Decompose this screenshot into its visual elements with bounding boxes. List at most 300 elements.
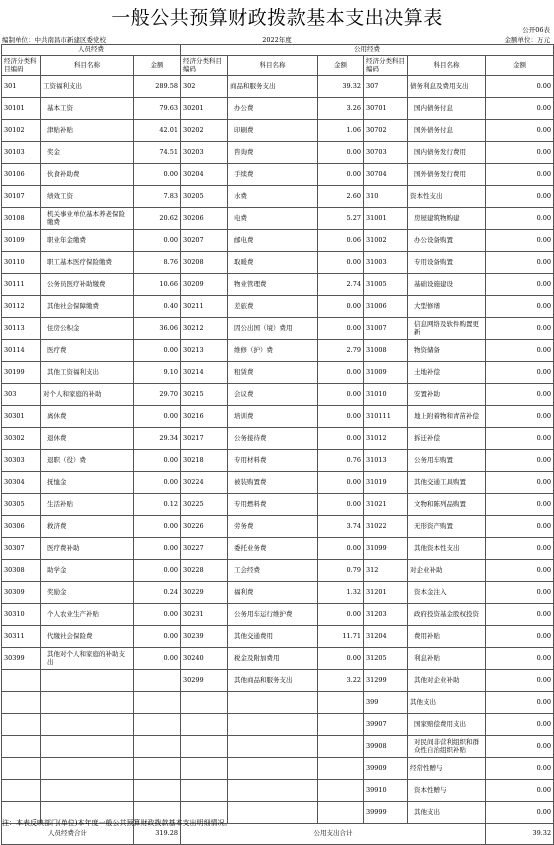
- public-name-cell: 维修（护）费: [228, 340, 318, 362]
- public-other-name-cell: 对民间非营利组织和群众性自治组织补贴: [408, 736, 486, 758]
- personnel-amount-cell: 8.76: [134, 252, 181, 274]
- public-amount-cell: 39.32: [318, 76, 364, 98]
- public-other-amount-cell: 0.00: [486, 736, 554, 758]
- public-amount-cell: 0.00: [318, 472, 364, 494]
- section-personnel: 人员经费: [2, 45, 181, 56]
- public-other-name-cell: 对企业补助: [408, 560, 486, 582]
- personnel-code-cell: 30112: [2, 296, 41, 318]
- table-row: [2, 230, 554, 252]
- public-other-amount-cell: 0.00: [486, 98, 554, 120]
- personnel-code-cell: 30303: [2, 450, 41, 472]
- public-other-code-cell: 310: [364, 186, 408, 208]
- personnel-code-cell: 30111: [2, 274, 41, 296]
- personnel-code-cell: 30103: [2, 142, 41, 164]
- personnel-code-cell: 301: [2, 76, 41, 98]
- personnel-code-cell: 30301: [2, 406, 41, 428]
- public-name-cell: [228, 780, 318, 802]
- public-code-cell: [181, 692, 228, 714]
- public-code-cell: 30208: [181, 252, 228, 274]
- personnel-code-cell: 30108: [2, 208, 41, 230]
- personnel-code-cell: [2, 692, 41, 714]
- personnel-name-cell: 个人农业生产补贴: [41, 604, 134, 626]
- table-row: [2, 384, 554, 406]
- public-code-cell: [181, 758, 228, 780]
- public-other-code-cell: 30701: [364, 98, 408, 120]
- personnel-name-cell: [41, 758, 134, 780]
- personnel-name-cell: 退职（役）费: [41, 450, 134, 472]
- personnel-amount-cell: 29.70: [134, 384, 181, 406]
- public-other-code-cell: 31010: [364, 384, 408, 406]
- public-code-cell: 30299: [181, 670, 228, 692]
- public-other-name-cell: 安置补助: [408, 384, 486, 406]
- public-other-name-cell: 经常性赠与: [408, 758, 486, 780]
- public-name-cell: 差旅费: [228, 296, 318, 318]
- public-amount-cell: 2.74: [318, 274, 364, 296]
- public-other-amount-cell: 0.00: [486, 362, 554, 384]
- public-code-cell: 30225: [181, 494, 228, 516]
- public-code-cell: 30211: [181, 296, 228, 318]
- personnel-amount-cell: [134, 714, 181, 736]
- personnel-code-cell: 30107: [2, 186, 41, 208]
- public-code-cell: [181, 780, 228, 802]
- public-name-cell: 手续费: [228, 164, 318, 186]
- table-row: [2, 450, 554, 472]
- personnel-code-cell: 30109: [2, 230, 41, 252]
- public-amount-cell: 3.74: [318, 516, 364, 538]
- header-code: 经济分类科目编码: [364, 56, 408, 76]
- public-other-code-cell: 312: [364, 560, 408, 582]
- personnel-name-cell: 奖金: [41, 142, 134, 164]
- public-other-amount-cell: 0.00: [486, 516, 554, 538]
- public-name-cell: 咨询费: [228, 142, 318, 164]
- personnel-amount-cell: [134, 780, 181, 802]
- personnel-code-cell: 30106: [2, 164, 41, 186]
- public-other-code-cell: 31203: [364, 604, 408, 626]
- public-code-cell: 30239: [181, 626, 228, 648]
- public-name-cell: 因公出国（境）费用: [228, 318, 318, 340]
- personnel-amount-cell: 20.62: [134, 208, 181, 230]
- public-code-cell: 30206: [181, 208, 228, 230]
- public-other-code-cell: 31003: [364, 252, 408, 274]
- public-other-code-cell: 31001: [364, 208, 408, 230]
- table-row: [2, 252, 554, 274]
- public-amount-cell: 0.00: [318, 648, 364, 670]
- personnel-amount-cell: 0.00: [134, 472, 181, 494]
- compiling-unit: 编制单位：中共南昌市新建区委党校: [2, 36, 106, 44]
- public-amount-cell: 0.00: [318, 164, 364, 186]
- personnel-amount-cell: [134, 692, 181, 714]
- public-amount-cell: 0.00: [318, 428, 364, 450]
- personnel-amount-cell: 0.00: [134, 406, 181, 428]
- personnel-amount-cell: 0.40: [134, 296, 181, 318]
- public-other-amount-cell: 0.00: [486, 120, 554, 142]
- table-row: [2, 494, 554, 516]
- public-other-amount-cell: 0.00: [486, 802, 554, 824]
- public-amount-cell: 0.00: [318, 142, 364, 164]
- public-other-code-cell: 31022: [364, 516, 408, 538]
- personnel-name-cell: 其他社会保障缴费: [41, 296, 134, 318]
- header-name: 科目名称: [228, 56, 318, 76]
- header-amount: 金额: [486, 56, 554, 76]
- table-row: [2, 670, 554, 692]
- public-other-amount-cell: 0.00: [486, 318, 554, 340]
- public-amount-cell: [318, 714, 364, 736]
- personnel-code-cell: 30311: [2, 626, 41, 648]
- personnel-amount-cell: 0.00: [134, 230, 181, 252]
- public-code-cell: 30214: [181, 362, 228, 384]
- personnel-code-cell: 30110: [2, 252, 41, 274]
- public-amount-cell: [318, 780, 364, 802]
- public-other-name-cell: 大型修缮: [408, 296, 486, 318]
- public-other-code-cell: 30702: [364, 120, 408, 142]
- public-name-cell: 被装购置费: [228, 472, 318, 494]
- personnel-name-cell: 医疗费: [41, 340, 134, 362]
- expenditure-table: [1, 44, 554, 845]
- personnel-amount-cell: 10.66: [134, 274, 181, 296]
- public-other-name-cell: 其他支出: [408, 802, 486, 824]
- public-other-code-cell: 39999: [364, 802, 408, 824]
- public-total-label: 公用支出合计: [181, 824, 486, 845]
- header-name: 科目名称: [408, 56, 486, 76]
- public-name-cell: [228, 736, 318, 758]
- public-code-cell: 30229: [181, 582, 228, 604]
- public-other-name-cell: 政府投资基金股权投资: [408, 604, 486, 626]
- page-title: 一般公共预算财政拨款基本支出决算表: [111, 7, 443, 29]
- public-amount-cell: 0.76: [318, 450, 364, 472]
- header-code: 经济分类科目编码: [181, 56, 228, 76]
- public-name-cell: 租赁费: [228, 362, 318, 384]
- public-other-code-cell: 31006: [364, 296, 408, 318]
- public-other-name-cell: 物资储备: [408, 340, 486, 362]
- public-amount-cell: 3.26: [318, 98, 364, 120]
- public-other-amount-cell: 0.00: [486, 208, 554, 230]
- public-other-amount-cell: 0.00: [486, 714, 554, 736]
- public-name-cell: 劳务费: [228, 516, 318, 538]
- public-other-name-cell: 费用补贴: [408, 626, 486, 648]
- public-other-amount-cell: 0.00: [486, 164, 554, 186]
- header-amount: 金额: [134, 56, 181, 76]
- public-other-code-cell: 31299: [364, 670, 408, 692]
- personnel-code-cell: 30306: [2, 516, 41, 538]
- public-name-cell: 邮电费: [228, 230, 318, 252]
- public-other-name-cell: 土地补偿: [408, 362, 486, 384]
- public-other-amount-cell: 0.00: [486, 780, 554, 802]
- personnel-amount-cell: 0.00: [134, 340, 181, 362]
- personnel-amount-cell: 0.00: [134, 626, 181, 648]
- personnel-code-cell: 30304: [2, 472, 41, 494]
- public-code-cell: 302: [181, 76, 228, 98]
- personnel-name-cell: 对个人和家庭的补助: [41, 384, 134, 406]
- public-other-code-cell: 399: [364, 692, 408, 714]
- personnel-name-cell: 工资福利支出: [41, 76, 134, 98]
- public-name-cell: 福利费: [228, 582, 318, 604]
- public-other-code-cell: 31008: [364, 340, 408, 362]
- public-other-amount-cell: 0.00: [486, 76, 554, 98]
- personnel-amount-cell: 7.83: [134, 186, 181, 208]
- personnel-code-cell: [2, 780, 41, 802]
- public-name-cell: 工会经费: [228, 560, 318, 582]
- public-name-cell: 办公费: [228, 98, 318, 120]
- public-other-code-cell: 39909: [364, 758, 408, 780]
- personnel-code-cell: 30101: [2, 98, 41, 120]
- public-code-cell: 30217: [181, 428, 228, 450]
- public-other-code-cell: 39910: [364, 780, 408, 802]
- public-other-amount-cell: 0.00: [486, 230, 554, 252]
- public-other-name-cell: 其他对企业补助: [408, 670, 486, 692]
- header-code: 经济分类科目编码: [2, 56, 41, 76]
- footnote: 注：本表反映部门(单位)本年度一般公共预算财政拨款基本支出明细情况。: [2, 819, 232, 827]
- public-other-code-cell: 31007: [364, 318, 408, 340]
- personnel-amount-cell: [134, 670, 181, 692]
- personnel-name-cell: 其他工资福利支出: [41, 362, 134, 384]
- public-other-name-cell: 资本金注入: [408, 582, 486, 604]
- public-other-amount-cell: 0.00: [486, 604, 554, 626]
- public-other-name-cell: 其他资本性支出: [408, 538, 486, 560]
- public-name-cell: 公务接待费: [228, 428, 318, 450]
- public-code-cell: 30201: [181, 98, 228, 120]
- table-row: [2, 604, 554, 626]
- personnel-name-cell: 津贴补贴: [41, 120, 134, 142]
- table-row: [2, 142, 554, 164]
- public-amount-cell: 0.79: [318, 560, 364, 582]
- personnel-code-cell: [2, 714, 41, 736]
- public-other-name-cell: 无形资产购置: [408, 516, 486, 538]
- public-name-cell: 公务用车运行维护费: [228, 604, 318, 626]
- table-row: [2, 582, 554, 604]
- public-other-amount-cell: 0.00: [486, 428, 554, 450]
- public-name-cell: [228, 692, 318, 714]
- public-other-amount-cell: 0.00: [486, 582, 554, 604]
- personnel-amount-cell: 42.01: [134, 120, 181, 142]
- personnel-name-cell: 基本工资: [41, 98, 134, 120]
- public-name-cell: 其他商品和服务支出: [228, 670, 318, 692]
- public-other-amount-cell: 0.00: [486, 274, 554, 296]
- public-other-amount-cell: 0.00: [486, 296, 554, 318]
- public-code-cell: 30231: [181, 604, 228, 626]
- public-other-amount-cell: 0.00: [486, 648, 554, 670]
- public-code-cell: 30207: [181, 230, 228, 252]
- public-code-cell: 30226: [181, 516, 228, 538]
- public-other-amount-cell: 0.00: [486, 340, 554, 362]
- public-amount-cell: 0.00: [318, 318, 364, 340]
- personnel-amount-cell: 0.00: [134, 164, 181, 186]
- personnel-code-cell: 30310: [2, 604, 41, 626]
- table-row: [2, 692, 554, 714]
- public-other-code-cell: 30704: [364, 164, 408, 186]
- public-code-cell: 30213: [181, 340, 228, 362]
- personnel-amount-cell: 289.58: [134, 76, 181, 98]
- public-other-code-cell: 31005: [364, 274, 408, 296]
- public-other-amount-cell: 0.00: [486, 186, 554, 208]
- public-code-cell: 30228: [181, 560, 228, 582]
- public-other-code-cell: 31205: [364, 648, 408, 670]
- personnel-code-cell: 30305: [2, 494, 41, 516]
- public-other-name-cell: 其他支出: [408, 692, 486, 714]
- personnel-amount-cell: 0.00: [134, 604, 181, 626]
- public-name-cell: 专用材料费: [228, 450, 318, 472]
- public-other-amount-cell: 0.00: [486, 472, 554, 494]
- public-code-cell: 30209: [181, 274, 228, 296]
- public-code-cell: 30202: [181, 120, 228, 142]
- personnel-name-cell: 救济费: [41, 516, 134, 538]
- public-other-code-cell: 31204: [364, 626, 408, 648]
- personnel-name-cell: 医疗费补助: [41, 538, 134, 560]
- public-other-name-cell: 办公设备购置: [408, 230, 486, 252]
- public-other-name-cell: 国内债务发行费用: [408, 142, 486, 164]
- table-row: [2, 648, 554, 670]
- personnel-name-cell: 公务员医疗补助缴费: [41, 274, 134, 296]
- public-name-cell: 培训费: [228, 406, 318, 428]
- public-name-cell: 取暖费: [228, 252, 318, 274]
- public-name-cell: 委托业务费: [228, 538, 318, 560]
- personnel-code-cell: [2, 670, 41, 692]
- personnel-code-cell: 30102: [2, 120, 41, 142]
- public-other-code-cell: 31013: [364, 450, 408, 472]
- table-row: [2, 164, 554, 186]
- personnel-code-cell: 30307: [2, 538, 41, 560]
- table-row: [2, 428, 554, 450]
- public-other-name-cell: 国外债务付息: [408, 120, 486, 142]
- personnel-code-cell: 303: [2, 384, 41, 406]
- public-amount-cell: 2.60: [318, 186, 364, 208]
- table-row: [2, 98, 554, 120]
- table-row: [2, 362, 554, 384]
- public-amount-cell: 0.00: [318, 538, 364, 560]
- public-other-name-cell: 其他交通工具购置: [408, 472, 486, 494]
- public-other-name-cell: 债务利息及费用支出: [408, 76, 486, 98]
- personnel-total-value: 319.28: [134, 824, 181, 845]
- public-other-name-cell: 国内债务付息: [408, 98, 486, 120]
- personnel-amount-cell: 0.00: [134, 538, 181, 560]
- public-other-amount-cell: 0.00: [486, 692, 554, 714]
- public-other-name-cell: 拆迁补偿: [408, 428, 486, 450]
- public-other-code-cell: 39908: [364, 736, 408, 758]
- table-row: [2, 318, 554, 340]
- public-other-name-cell: 信息网络及软件购置更新: [408, 318, 486, 340]
- personnel-name-cell: 绩效工资: [41, 186, 134, 208]
- public-other-code-cell: 39907: [364, 714, 408, 736]
- public-name-cell: 电费: [228, 208, 318, 230]
- personnel-name-cell: [41, 714, 134, 736]
- public-code-cell: 30227: [181, 538, 228, 560]
- personnel-amount-cell: 0.00: [134, 648, 181, 670]
- public-name-cell: 水费: [228, 186, 318, 208]
- personnel-name-cell: 奖励金: [41, 582, 134, 604]
- personnel-code-cell: [2, 736, 41, 758]
- table-row: [2, 736, 554, 758]
- public-amount-cell: 3.22: [318, 670, 364, 692]
- personnel-name-cell: 伙食补助费: [41, 164, 134, 186]
- table-row: [2, 714, 554, 736]
- public-other-amount-cell: 0.00: [486, 142, 554, 164]
- public-other-name-cell: 利息补贴: [408, 648, 486, 670]
- personnel-code-cell: 30302: [2, 428, 41, 450]
- personnel-code-cell: 30309: [2, 582, 41, 604]
- personnel-amount-cell: 9.10: [134, 362, 181, 384]
- public-code-cell: 30212: [181, 318, 228, 340]
- public-amount-cell: 1.32: [318, 582, 364, 604]
- public-other-code-cell: 31002: [364, 230, 408, 252]
- public-other-code-cell: 310111: [364, 406, 408, 428]
- personnel-name-cell: [41, 692, 134, 714]
- table-row: [2, 186, 554, 208]
- personnel-name-cell: [41, 736, 134, 758]
- personnel-name-cell: 机关事业单位基本养老保险缴费: [41, 208, 134, 230]
- public-other-code-cell: 31012: [364, 428, 408, 450]
- personnel-amount-cell: 0.24: [134, 582, 181, 604]
- header-name: 科目名称: [41, 56, 134, 76]
- table-row: [2, 208, 554, 230]
- public-other-amount-cell: 0.00: [486, 494, 554, 516]
- public-amount-cell: 0.00: [318, 362, 364, 384]
- public-amount-cell: [318, 692, 364, 714]
- personnel-name-cell: 助学金: [41, 560, 134, 582]
- public-amount-cell: [318, 758, 364, 780]
- public-name-cell: 专用燃料费: [228, 494, 318, 516]
- table-row: [2, 76, 554, 98]
- public-amount-cell: 0.00: [318, 252, 364, 274]
- personnel-amount-cell: 79.63: [134, 98, 181, 120]
- public-amount-cell: 0.00: [318, 406, 364, 428]
- table-row: [2, 274, 554, 296]
- personnel-amount-cell: [134, 758, 181, 780]
- personnel-name-cell: [41, 780, 134, 802]
- personnel-name-cell: 职业年金缴费: [41, 230, 134, 252]
- public-other-name-cell: 国家赔偿费用支出: [408, 714, 486, 736]
- personnel-code-cell: [2, 758, 41, 780]
- public-other-name-cell: 资本性支出: [408, 186, 486, 208]
- public-amount-cell: 0.00: [318, 384, 364, 406]
- personnel-amount-cell: 36.06: [134, 318, 181, 340]
- public-name-cell: 其他交通费用: [228, 626, 318, 648]
- personnel-amount-cell: 29.34: [134, 428, 181, 450]
- table-row: [2, 758, 554, 780]
- personnel-code-cell: 30308: [2, 560, 41, 582]
- public-other-name-cell: 公务用车购置: [408, 450, 486, 472]
- public-other-name-cell: 专用设备购置: [408, 252, 486, 274]
- public-amount-cell: 0.06: [318, 230, 364, 252]
- public-other-amount-cell: 0.00: [486, 758, 554, 780]
- public-amount-cell: 0.00: [318, 604, 364, 626]
- personnel-name-cell: 代缴社会保险费: [41, 626, 134, 648]
- public-amount-cell: 5.27: [318, 208, 364, 230]
- public-other-name-cell: 资本性赠与: [408, 780, 486, 802]
- public-name-cell: [228, 802, 318, 824]
- table-body: [2, 76, 554, 824]
- personnel-name-cell: [41, 670, 134, 692]
- public-code-cell: 30218: [181, 450, 228, 472]
- public-name-cell: 会议费: [228, 384, 318, 406]
- section-public: 公用经费: [181, 45, 554, 56]
- public-code-cell: 30215: [181, 384, 228, 406]
- amount-unit: 金额单位：万元: [504, 36, 550, 44]
- public-amount-cell: 11.71: [318, 626, 364, 648]
- personnel-code-cell: 30113: [2, 318, 41, 340]
- public-code-cell: 30203: [181, 142, 228, 164]
- table-row: [2, 560, 554, 582]
- public-other-amount-cell: 0.00: [486, 384, 554, 406]
- personnel-code-cell: 30114: [2, 340, 41, 362]
- table-code: 公开06表: [522, 26, 550, 34]
- personnel-amount-cell: 74.51: [134, 142, 181, 164]
- public-other-code-cell: 31019: [364, 472, 408, 494]
- public-name-cell: 物业管理费: [228, 274, 318, 296]
- public-name-cell: 税金及附加费用: [228, 648, 318, 670]
- public-other-name-cell: 文物和陈列品购置: [408, 494, 486, 516]
- table-row: [2, 516, 554, 538]
- public-amount-cell: [318, 736, 364, 758]
- personnel-name-cell: 离休费: [41, 406, 134, 428]
